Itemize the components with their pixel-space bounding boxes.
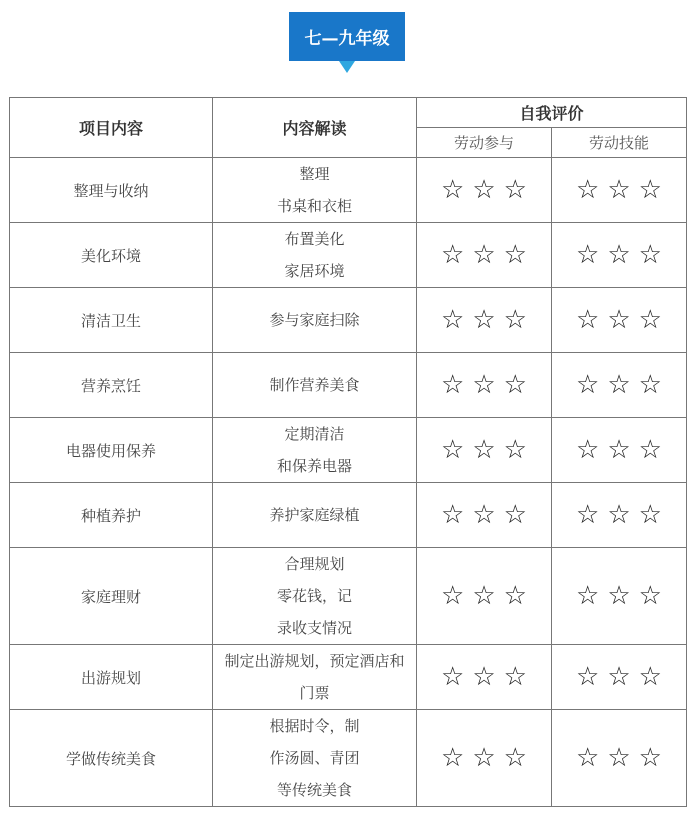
header-skill: 劳动技能 xyxy=(552,128,687,158)
banner-arrow-icon xyxy=(339,61,355,73)
star-icon: ☆☆☆ xyxy=(441,581,535,611)
reading-line: 根据时令，制 xyxy=(269,717,360,735)
participation-star-rating[interactable] xyxy=(417,353,552,418)
row-reading xyxy=(213,223,417,288)
table-row xyxy=(10,418,687,483)
reading-line: 零花钱，记 xyxy=(276,587,352,605)
header-reading: 内容解读 xyxy=(213,98,417,158)
star-icon: ☆☆☆ xyxy=(441,743,535,773)
star-icon: ☆☆☆ xyxy=(441,240,535,270)
row-item: 美化环境 xyxy=(10,223,213,288)
row-item: 家庭理财 xyxy=(10,548,213,645)
table-row xyxy=(10,288,687,353)
table-row xyxy=(10,548,687,645)
row-reading xyxy=(213,710,417,807)
star-icon: ☆☆☆ xyxy=(441,175,535,205)
row-reading xyxy=(213,158,417,223)
skill-star-rating[interactable] xyxy=(552,288,687,353)
skill-star-rating[interactable] xyxy=(552,353,687,418)
star-icon: ☆☆☆ xyxy=(576,581,670,611)
star-icon: ☆☆☆ xyxy=(576,662,670,692)
star-icon: ☆☆☆ xyxy=(576,370,670,400)
participation-star-rating[interactable] xyxy=(417,710,552,807)
row-reading xyxy=(213,645,417,710)
star-icon: ☆☆☆ xyxy=(441,435,535,465)
reading-line: 等传统美食 xyxy=(276,781,352,799)
star-icon: ☆☆☆ xyxy=(576,240,670,270)
table-row xyxy=(10,710,687,807)
row-reading xyxy=(213,548,417,645)
reading-line: 养护家庭绿植 xyxy=(269,506,360,524)
participation-star-rating[interactable] xyxy=(417,548,552,645)
header-self-eval: 自我评价 xyxy=(417,98,687,128)
reading-line: 作汤圆、青团 xyxy=(269,749,360,767)
row-item: 种植养护 xyxy=(10,483,213,548)
table-row xyxy=(10,158,687,223)
row-item: 清洁卫生 xyxy=(10,288,213,353)
table-row xyxy=(10,353,687,418)
grade-title: 七—九年级 xyxy=(289,12,405,61)
participation-star-rating[interactable] xyxy=(417,158,552,223)
header-item: 项目内容 xyxy=(10,98,213,158)
reading-line: 门票 xyxy=(299,684,330,702)
skill-star-rating[interactable] xyxy=(552,223,687,288)
star-icon: ☆☆☆ xyxy=(441,305,535,335)
reading-line: 录收支情况 xyxy=(276,619,352,637)
row-item: 电器使用保养 xyxy=(10,418,213,483)
header-participation: 劳动参与 xyxy=(417,128,552,158)
evaluation-table xyxy=(9,97,687,807)
reading-line: 定期清洁 xyxy=(284,425,345,443)
reading-line: 书桌和衣柜 xyxy=(276,197,352,215)
participation-star-rating[interactable] xyxy=(417,645,552,710)
participation-star-rating[interactable] xyxy=(417,483,552,548)
table-row xyxy=(10,645,687,710)
reading-line: 制作营养美食 xyxy=(269,376,360,394)
star-icon: ☆☆☆ xyxy=(441,662,535,692)
participation-star-rating[interactable] xyxy=(417,223,552,288)
row-reading xyxy=(213,418,417,483)
reading-line: 家居环境 xyxy=(284,262,345,280)
skill-star-rating[interactable] xyxy=(552,710,687,807)
row-item: 营养烹饪 xyxy=(10,353,213,418)
reading-line: 布置美化 xyxy=(284,230,345,248)
star-icon: ☆☆☆ xyxy=(576,175,670,205)
table-row xyxy=(10,483,687,548)
reading-line: 制定出游规划，预定酒店和 xyxy=(224,652,405,670)
star-icon: ☆☆☆ xyxy=(576,743,670,773)
reading-line: 和保养电器 xyxy=(276,457,352,475)
row-item: 整理与收纳 xyxy=(10,158,213,223)
row-reading xyxy=(213,288,417,353)
skill-star-rating[interactable] xyxy=(552,158,687,223)
star-icon: ☆☆☆ xyxy=(576,500,670,530)
star-icon: ☆☆☆ xyxy=(441,500,535,530)
star-icon: ☆☆☆ xyxy=(576,305,670,335)
skill-star-rating[interactable] xyxy=(552,548,687,645)
reading-line: 整理 xyxy=(299,165,330,183)
skill-star-rating[interactable] xyxy=(552,418,687,483)
row-reading xyxy=(213,483,417,548)
reading-line: 合理规划 xyxy=(284,555,345,573)
reading-line: 参与家庭扫除 xyxy=(269,311,360,329)
row-reading xyxy=(213,353,417,418)
star-icon: ☆☆☆ xyxy=(441,370,535,400)
skill-star-rating[interactable] xyxy=(552,645,687,710)
row-item: 学做传统美食 xyxy=(10,710,213,807)
star-icon: ☆☆☆ xyxy=(576,435,670,465)
participation-star-rating[interactable] xyxy=(417,288,552,353)
participation-star-rating[interactable] xyxy=(417,418,552,483)
skill-star-rating[interactable] xyxy=(552,483,687,548)
table-row xyxy=(10,223,687,288)
section-banner xyxy=(0,0,692,80)
row-item: 出游规划 xyxy=(10,645,213,710)
